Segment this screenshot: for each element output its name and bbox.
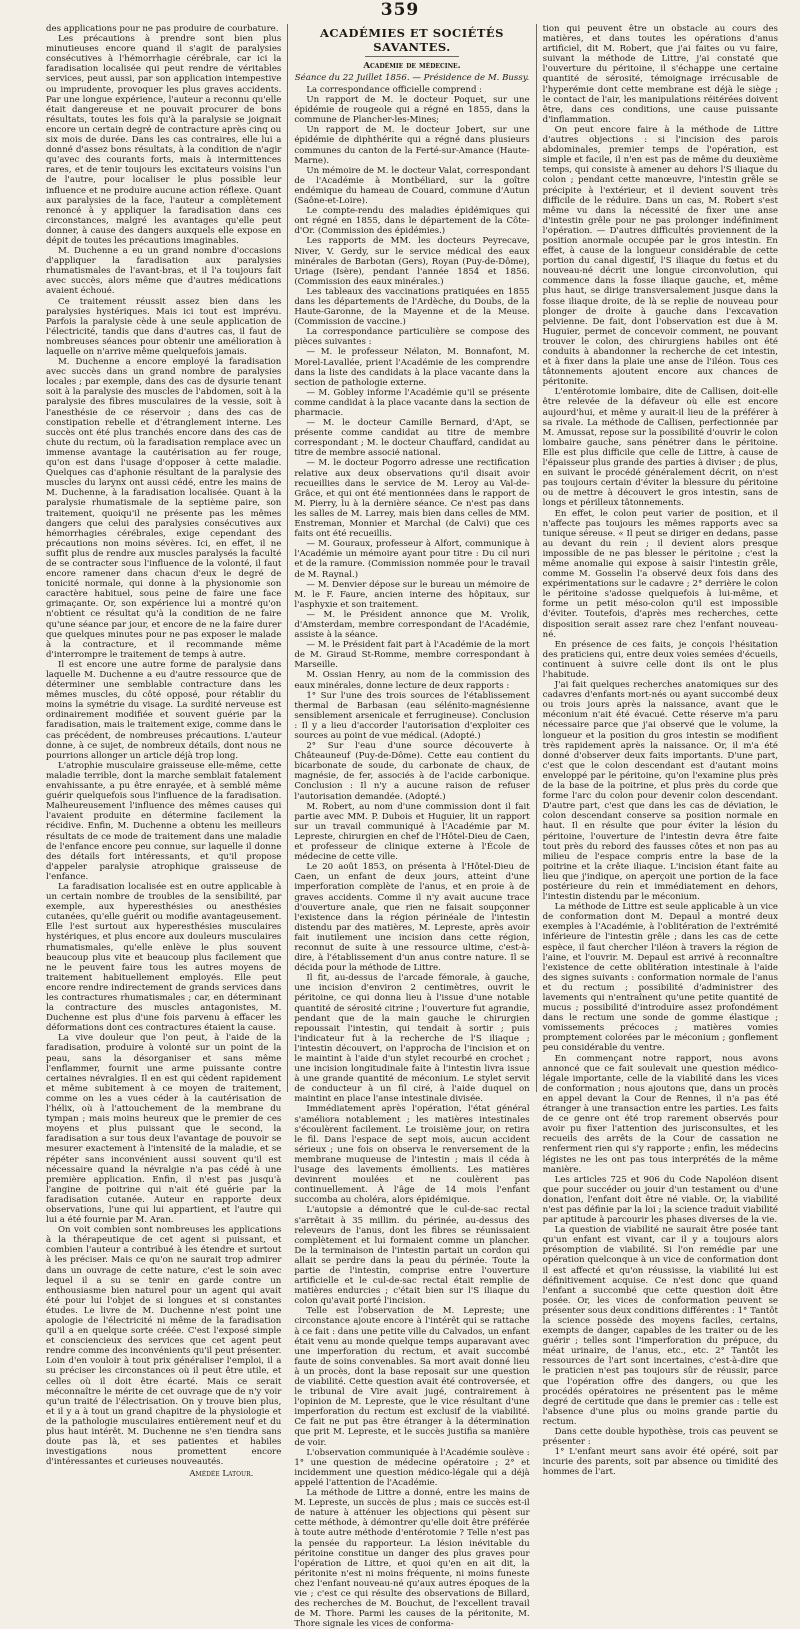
paragraph: Un rapport de M. le docteur Jobert, sur une épidémie de diphthérite qui a régné dans plusieurs communes du canton de la Ferté-sur-Amance (Haute-Marne). [294,125,530,166]
column-middle [287,24,535,1629]
paragraph: M. Ossian Henry, au nom de la commission des eaux minérales, donne lecture de deux rapports : [294,670,530,691]
text-columns [40,24,784,1629]
paragraph: La correspondance particulière se compose des pièces suivantes : [294,327,530,348]
paragraph: M. Duchenne a eu un grand nombre d'occasions d'appliquer la faradisation aux paralysies rhumatismales de l'avant-bras, et il l'a toujours fait avec succès, alors même que d'autres médications avaient échoué. [46,246,282,297]
paragraph: La correspondance officielle comprend : [306,85,483,95]
paragraph: Les articles 725 et 906 du Code Napoléon disent que pour succéder ou jouir d'un testament ou d'une donation, l'enfant doit être né viable. Or, la viabilité n'est pas définie par la loi ; la science traduit viabilité par aptitude à parcourir les phases diverses de la vie. [542,1174,778,1226]
section-title: ACADÉMIES ET SOCIÉTÉS SAVANTES. [319,26,504,54]
paragraph: La vive douleur que l'on peut, à l'aide de la faradisation, produire à volonté sur un point de la peau, sans la désorganiser et sans même l'enflammer, fournit une arme puissante contre certaines névralgies. Il en est qui cèdent rapidement et même subitement à ce moyen de traitement, comme on les a vues céder à la cautérisation de l'hélix, où à l'attouchement de la membrane du tympan ; mais moins heureux que le premier de ces moyens et plus puissant que le second, la faradisation a sur tous deux l'avantage de pouvoir se mesurer exactement à l'intensité de la maladie, et se répéter sans inconvénient aussi souvent qu'il est nécessaire quand la névralgie n'a pas cédé à une première application. Enfin, il n'est pas jusqu'à l'angine de poitrine qui n'ait été guérie par la faradisation cutanée. Auteur en rapporte deux observations, l'une qui lui appartient, et l'autre qui lui a été fournie par M. Aran. [46,1033,282,1226]
page-number: 359 [380,0,420,20]
paragraph: L'atrophie musculaire graisseuse elle-même, cette maladie terrible, dont la marche semblait fatalement envahissante, a pu être enrayée, et à semblé même guérir quelquefois sous l'influence de la faradisation. Malheureusement l'influence des mêmes causes qui l'avaient produite en détermine facilement la récidive. Enfin, M. Duchenne a obtenu les meilleurs résultats de ce mode de traitement dans une maladie de l'enfance encore peu connue, sur laquelle il donne des détails fort intéressants, et qu'il propose d'appeler paralysie atrophique graisseuse de l'enfance. [46,760,282,882]
paragraph: Dans cette double hypothèse, trois cas peuvent se présenter : [542,1427,778,1448]
paragraph: des applications pour ne pas produire de courbature. [46,24,279,34]
paragraph: Il fit, au-dessus de l'arcade fémorale, à gauche, une incision d'environ 2 centimètres, ouvrit le péritoine, ce qui donna lieu à l'issue d'une notable quantité de sérosité citrine ; l'ouverture fut agrandie, pendant que de la main gauche le chirurgien repoussait l'intestin, qui tendait à sortir ; puis l'indicateur fut à la recherche de l'S iliaque ; l'intestin découvert, on l'approcha de l'incision et on le maintint à l'aide d'un stylet recourbé en crochet ; une incision longitudinale faite à l'intestin livra issue à une grande quantité de méconium. Le stylet servit de conducteur à un fil ciré, à l'aide duquel on maintint en place l'anse intestinale divisée. [294,973,530,1105]
paragraph: On peut encore faire à la méthode de Littre d'autres objections : si l'incision des parois abdominales, premier temps de l'opération, est simple et facile, il n'en est pas de même du deuxième temps, qui consiste à amener au dehors l'S iliaque du colon ; pendant cette manœuvre, l'intestin grêle se précipite à l'extérieur, et il devient souvent très difficile de le réduire. Dans un cas, M. Robert s'est même vu dans la nécessité de fixer une anse d'intestin grêle pour ne pas prolonger indéfiniment l'opération. — D'autres difficultés proviennent de la position anormale occupée par le gros intestin. En effet, à cause de la longueur considérable de cette portion du canal digestif, l'S iliaque du fœtus et du nouveau-né décrit une longue circonvolution, qui commence dans la fosse iliaque gauche, et, même plus haut, se dirige transversalement jusque dans la fosse iliaque droite, de là se replie de nouveau pour plonger de droite à gauche dans l'excavation pelvienne. De fait, dont l'observation est due à M. Huguier, permet de concevoir comment, ne pouvant trouver le colon, des chirurgiens habiles ont été conduits à abandonner la recherche de cet intestin, et à fixer dans la plaie une anse de l'iléon. Tous ces tâtonnements ajoutent encore aux chances de péritonite. [542,124,778,388]
paragraph: En commençant notre rapport, nous avons annoncé que ce fait soulevait une question médico-légale importante, celle de la viabilité dans les vices de conformation ; nous ajoutons que, dans un procès en appel devant la Cour de Rennes, il n'a pas été étranger à une transaction entre les parties. Les faits de ce genre ont été trop rarement observés pour avoir pu fixer l'attention des jurisconsultes, et les recueils des arrêts de la Cour de cassation ne renferment rien qui s'y rapporte ; enfin, les médecins légistes ne les ont pas tous interprétés de la même manière. [542,1053,778,1175]
paragraph: M. Duchenne a encore employé la faradisation avec succès dans un grand nombre de paralysies locales ; par exemple, dans des cas de dysurie tenant soit à la paralysie des muscles de l'abdomen, soit à la paralysie des fibres musculaires de la vessie, soit à l'anesthésie de ce réservoir ; dans des cas de constipation rebelle et d'étranglement interne. Les succès ont été plus tranchés encore dans des cas de chute du rectum, où la faradisation remplace avec un immense avantage la cautérisation au fer rouge, qu'on est dans l'usage d'opposer à cette maladie. Quelques cas d'aphonie résultant de la paralysie des muscles du larynx ont aussi cédé, entre les mains de M. Duchenne, à la faradisation localisée. Quant à la paralysie rhumatismale de la septième paire, son traitement, quoiqu'il ne présente pas les mêmes dangers que celui des paralysies consécutives aux hémorrhagies cérébrales, exige cependant des précautions non moins sévères. Ici, en effet, il ne suffit plus de rendre aux muscles paralysés la faculté de se contracter sous l'influence de la volonté, il faut encore ramener dans chacun d'eux le degré de tonicité normale, qui donne à la physionomie son caractère habituel, sous peine de faire une face grimaçante. Or, son expérience lui a montré qu'on n'obtient ce résultat qu'à la condition de ne faire qu'une séance par jour, et encore de ne la faire durer que quelques minutes pour ne pas exposer le malade à la contracture, et il recommande même d'interrompre le traitement de temps à autre. [46,357,282,660]
paragraph: tion qui peuvent être un obstacle au cours des matières, et dans toutes les opérations d'anus artificiel, dit M. Robert, que j'ai faites ou vu faire, suivant la méthode de Littre, j'ai constaté que l'ouverture du péritoine, il s'échappe une certaine quantité de sérosité, témoignage irrécusable de l'hyperémie dont cette membrane est déjà le siège ; le contact de l'air, les manipulations réitérées doivent être, dans ces conditions, une cause puissante d'inflammation. [542,24,778,125]
paragraph: — M. Denvier dépose sur le bureau un mémoire de M. le F. Faure, ancien interne des hôpitaux, sur l'asphyxie et son traitement. [294,579,530,610]
paragraph: Il est encore une autre forme de paralysie dans laquelle M. Duchenne a eu d'autre ressource que de déterminer une semblable contracture dans les mêmes muscles, du côté opposé, pour rétablir du moins la symétrie du visage. La surdité nerveuse est ordinairement modifiée et souvent guérie par la faradisation, mais le traitement exige, comme dans le cas précédent, de nombreuses précautions. L'auteur donne, à ce sujet, de nombreux détails, dont nous ne pourrions allonger un article déjà trop long. [46,659,282,761]
paragraph: Un mémoire de M. le docteur Valat, correspondant de l'Académie à Montbéliard, sur la goître endémique du hameau de Couard, commune d'Autun (Saône-et-Loire). [294,165,530,207]
paragraph: 1° L'enfant meurt sans avoir été opéré, soit par incurie des parents, soit par absence ou timidité des hommes de l'art. [542,1447,778,1478]
paragraph: La méthode de Littre est seule applicable à un vice de conformation dont M. Depaul a montré deux exemples à l'Académie, à l'oblitération de l'extrémité inférieure de l'intestin grêle ; dans les cas de cette espèce, il faut chercher l'iléon à travers la région de l'aine, et l'ouvrir. M. Depaul est arrivé à reconnaître l'existence de cette oblitération intestinale à l'aide des signes suivants : conformation normale de l'anus et du rectum ; possibilité d'administrer des lavements qui n'entraînent qu'une petite quantité de mucus ; possibilité d'introduire assez profondément dans le rectum une sonde de gomme élastique ; vomissements précoces ; matières vomies promptement colorées par le méconium ; gonflement peu considérable du ventre. [542,902,778,1054]
paragraph: La méthode de Littre a donné, entre les mains de M. Lepreste, un succès de plus ; mais ce succès est-il de nature à atténuer les objections qui pèsent sur cette méthode, à démontrer qu'elle doit être préférée à toute autre méthode d'entérotomie ? Telle n'est pas la pensée du rapporteur. La lésion inévitable du péritoine constitue un danger des plus graves pour l'opération de Littre, et quoi qu'en en ait dit, la péritonite n'est ni moins fréquente, ni moins funeste chez l'enfant nouveau-né qu'aux autres époques de la vie ; c'est ce qui résulte des observations de Billard, des recherches de M. Bouchut, de l'excellent travail de M. Thore. Parmi les causes de la péritonite, M. Thore signale les vices de conforma- [294,1488,530,1629]
paragraph: — M. Gouraux, professeur à Alfort, communique à l'Académie un mémoire ayant pour titre : Du cil nuri et de la ramure. (Commission nommée pour le travail de M. Raynal.) [294,539,530,580]
paragraph: Les précautions à prendre sont bien plus minutieuses encore quand il s'agit de paralysies consécutives à l'hémorrhagie cérébrale, car ici la faradisation localisée qui peut rendre de véritables services, peut aussi, par son application intempestive ou imprudente, provoquer les plus graves accidents. Par une longue expérience, l'auteur a reconnu qu'elle était dangereuse et ne pouvait procurer de bons résultats, toutes les fois qu'à la paralysie se joignait encore un certain degré de contracture après cinq ou six mois de durée. Dans les cas contraires, elle lui a donné d'assez bons résultats, à la condition de n'agir qu'avec des courants forts, mais à intermittences rares, et de tenir toujours les excitateurs voisins l'un de l'autre, pour localiser le plus possible leur influence et ne produire aucune action réflexe. Quant aux paralysies de la face, l'auteur a complètement renoncé à y appliquer la faradisation dans ces circonstances, malgré les avantages qu'elle peut donner, à cause des dangers auxquels elle expose en dépit de toutes les précautions imaginables. [46,34,282,246]
paragraph: La question de viabilité ne saurait être posée tant qu'un enfant est vivant, car il y a toujours alors présomption de viabilité. Si l'on remédie par une opération quelconque à un vice de conformation dont il est affecté et qu'on réussisse, la viabilité lui est définitivement acquise. Ce n'est donc que quand l'enfant a succombé que cette question doit être posée. Or, les vices de conformation peuvent se présenter sous deux conditions différentes : 1° Tantôt la science possède des moyens faciles, certains, exempts de danger, capables de les traiter ou de les guérir ; telles sont l'imperforation du prépuce, du méat urinaire, de l'anus, etc., etc. 2° Tantôt les ressources de l'art sont incertaines, c'est-à-dire que le praticien n'est pas toujours sûr de réussir, parce que l'opération offre des dangers, ou que les procédés opératoires ne présentent pas le même degré de certitude que dans le premier cas : telle est l'absence d'une plus ou moins grande partie du rectum. [542,1225,778,1427]
paragraph: En présence de ces faits, je conçois l'hésitation des praticiens qui, entre deux voies semées d'écueils, continuent à suivre celle dont ils ont le plus l'habitude. [542,639,778,680]
paragraph: — M. le docteur Camille Bernard, d'Apt, se présente comme candidat au titre de membre correspondant ; M. le docteur Chauffard, candidat au titre de membre associé national. [294,418,530,459]
paragraph: J'ai fait quelques recherches anatomiques sur des cadavres d'enfants mort-nés ou ayant succombé deux ou trois jours après la naissance, avant que le méconium n'ait été évacué. Cette réserve m'a paru nécessaire parce que j'ai observé que le volume, la longueur et la position du gros intestin se modifient très rapidement après la naissance. Or, il m'a été donné d'observer deux faits importants. D'une part, c'est que le colon descendant est d'autant moins enveloppé par le péritoine, qu'on l'examine plus près de la base de la poitrine, et plus près du corde que forme l'arc du colon pour devenir colon descendant. D'autre part, c'est que dans les cas de déviation, le colon descendant conserve sa position normale en haut. Il en résulte que pour éviter la lésion du péritoine, l'ouverture de l'intestin devra être faite tout près du rebord des fausses côtes et non pas au milieu de l'espace compris entre la base de la poitrine et la crête iliaque. L'incision étant faite au lieu que j'indique, on aperçoit une portion de la face postérieure du rein et immédiatement en dehors, l'intestin distendu par le méconium. [542,680,778,903]
paragraph: — M. Gobley informe l'Académie qu'il se présente comme candidat à la place vacante dans la section de pharmacie. [294,387,530,418]
column-left [40,24,287,1480]
paragraph: L'observation communiquée à l'Académie soulève : 1° une question de médecine opératoire ; 2° et incidemment une question médico-légale qui a déjà appelé l'attention de l'Académie. [294,1447,530,1488]
paragraph: L'entérotomie lombaire, dite de Callisen, doit-elle être relevée de la défaveur où elle est encore aujourd'hui, et même y aurait-il lieu de la préférer à sa rivale. La méthode de Callisen, perfectionnée par M. Amussat, repose sur la possibilité d'ouvrir le colon lombaire gauche, sans pénétrer dans le péritoine. Elle est plus difficile que celle de Littre, à cause de l'épaisseur plus grande des parties à diviser ; de plus, en suivant le procédé généralement décrit, on n'est pas toujours certain d'éviter la blessure du péritoine ou de mettre à découvert le gros intestin, sans de longs et périlleux tâtonnements. [542,387,778,509]
session-line: Séance du 22 Juillet 1856. — Présidence de M. Bussy. [294,73,530,83]
academy-heading: Académie de médecine. [363,61,461,71]
paragraph: — M. le Président fait part à l'Académie de la mort de M. Giraud St-Romme, membre correspondant à Marseille. [294,640,530,671]
paragraph: Telle est l'observation de M. Lepreste; une circonstance ajoute encore à l'intérêt qui se rattache à ce fait : dans une petite ville du Calvados, un enfant était venu au monde quelque temps auparavant avec une imperforation du rectum, et avait succombé faute de soins convenables. Sa mort avait donné lieu à un procès, dont la base reposait sur une question de viabilité. Cette question avait été controversée, et le tribunal de Vire avait jugé, contrairement à l'opinion de M. Lepreste, que le vice résultant d'une imperforation du rectum est exclusif de la viabilité. Ce fait ne put pas être étranger à la détermination que prit M. Lepreste, et le succès justifia sa manière de voir. [294,1306,530,1448]
paragraph: — M. le docteur Pogorro adresse une rectification relative aux deux observations qu'il disait avoir recueillies dans le service de M. Leroy au Val-de-Grâce, et qui ont été mentionnées dans le rapport de M. Pierry, lu à la dernière séance. Ce n'est pas dans les salles de M. Larrey, mais bien dans celles de MM. Enstreman, Monnier et Marchal (de Calvi) que ces faits ont été recueillis. [294,458,530,540]
column-middle-body [294,85,529,1629]
paragraph: Le 20 août 1853, on présenta à l'Hôtel-Dieu de Caen, un enfant de deux jours, atteint d'une imperforation complète de l'anus, et en proie à de graves accidents. Comme il n'y avait aucune trace d'ouverture anale, que rien ne faisait soupçonner l'existence dans la région périnéale de l'intestin distendu par des matières, M. Lepreste, après avoir fait inutilement une incision dans cette région, reconnut de suite à une ressource ultime, c'est-à-dire, à l'établissement d'un anus contre nature. Il se décida pour la méthode de Littre. [294,862,530,974]
paragraph: Les tableaux des vaccinations pratiquées en 1855 dans les départements de l'Ardèche, du Doubs, de la Haute-Garonne, de la Mayenne et de la Meuse. (Commission de vaccine.) [294,286,530,328]
paragraph: Le compte-rendu des maladies épidémiques qui ont régné en 1855, dans le département de la Côte-d'Or. (Commission des épidémies.) [294,206,530,237]
title-rule [365,56,459,57]
paragraph: Ce traitement réussit assez bien dans les paralysies hystériques. Mais ici tout est imprévu. Parfois la paralysie cède à une seule application de l'électricité, tandis que dans d'autres cas, il faut de nombreuses séances pour obtenir une amélioration à laquelle on n'arrive même quelquefois jamais. [46,296,282,357]
paragraph: M. Robert, au nom d'une commission dont il fait partie avec MM. P. Dubois et Huguier, lit un rapport sur un travail communiqué à l'Académie par M. Lepreste, chirurgien en chef de l'Hôtel-Dieu de Caen, et professeur de clinique externe à l'École de médecine de cette ville. [294,801,530,863]
column-right [536,24,784,1478]
author-signature: Amédée Latour. [189,1469,254,1480]
paragraph: En effet, le colon peut varier de position, et il n'affecte pas toujours les mêmes rapports avec sa tunique séreuse. « Il peut se diriger en dedans, passe au devant du rein ; il devient alors presque impossible de ne pas blesser le péritoine ; c'est la même anomalie qui expose à saisir l'intestin grêle, comme M. Gosselin l'a observé deux fois dans des expérimentations sur le cadavre ; 2° derrière le colon le péritoine s'adosse quelquefois à lui-même, et forme un petit méso-colon qu'il est impossible d'éviter. Toutefois, d'après mes recherches, cette disposition serait assez rare chez l'enfant nouveau-né. [542,508,778,640]
paragraph: 2° Sur l'eau d'une source découverte à Châteauneuf (Puy-de-Dôme). Cette eau contient du bicarbonate de soude, du carbonate de chaux, de magnésie, de fer, associés à de l'acide carbonique. Conclusion : Il n'y a aucune raison de refuser l'autorisation demandée. (Adopté.) [294,741,530,802]
paragraph: La faradisation localisée est en outre applicable à un certain nombre de troubles de la sensibilité, par exemple, aux hyperesthésies ou anesthésies cutanées, qu'elle guérit ou modifie avantageusement. Elle l'est surtout aux hyperesthésies musculaires hystériques, et plus encore aux douleurs musculaires rhumatismales, qu'elle enlève le plus souvent beaucoup plus vite et beaucoup plus facilement que ne le peuvent faire tous les autres moyens de traitement habituellement employés. Elle peut encore rendre indirectement de grands services dans les contractures rhumatismales ; car, en déterminant la contracture des muscles antagonistes, M. Duchenne est plus d'une fois parvenu à effacer les déformations dont ces contractures étaient la cause. [46,881,282,1034]
paragraph: L'autopsie a démontré que le cul-de-sac rectal s'arrêtait à 35 millim. du périnée, au-dessus des releveurs de l'anus, dont les fibres se réunissaient complètement et lui formaient comme un plancher. De la terminaison de l'intestin partait un cordon qui allait se perdre dans la peau du périnée. Toute la partie de l'intestin, comprise entre l'ouverture artificielle et le cul-de-sac rectal était remplie de matières endurcies ; c'était bien sur l'S iliaque du colon qu'avait porté l'incision. [294,1205,530,1307]
paragraph: Un rapport de M. le docteur Poquet, sur une épidémie de rougeole qui a régné en 1855, dans la commune de Plancher-les-Mines; [294,95,530,126]
paragraph: On voit combien sont nombreuses les applications à la thérapeutique de cet agent si puissant, et combien l'auteur a contribué à les étendre et surtout à les préciser. Mais ce qu'on ne saurait trop admirer dans un ouvrage de cette nature, c'est le soin avec lequel il a su se tenir en garde contre un enthousiasme bien naturel pour un agent qui avait été pour lui l'objet de si longues et si constantes études. Le livre de M. Duchenne n'est point une apologie de l'électricité ni même de la faradisation qu'il a en quelque sorte créée. C'est l'exposé simple et consciencieux des services que cet agent peut rendre comme des inconvénients qu'il peut présenter. Loin d'en vouloir à tout prix généraliser l'emploi, il a su préciser les circonstances où il peut être utile, et celles où il doit être écarté. Mais ce serait méconnaître le mérite de cet ouvrage que de n'y voir qu'un traité de l'électrisation. On y trouve bien plus, et il y a à tout un grand chapitre de la physiologie et de la pathologie musculaires entièrement neuf et du plus haut intérêt. M. Duchenne ne s'en tiendra sans doute pas là, et ses patientes et habiles investigations nous promettent encore d'intéressantes et curieuses nouveautés. [46,1225,282,1468]
paragraph: Immédiatement après l'opération, l'état général s'améliora notablement ; les matières intestinales s'écoulèrent facilement. Le troisième jour, on retira le fil. Dans l'espace de sept mois, aucun accident sérieux ; une fois on observa le renversement de la membrane muqueuse de l'intestin ; mais il céda à l'usage des lavements émollients. Les matières devinrent moulées et ne coulèrent pas continuellement. À l'âge de 14 mois l'enfant succomba au choléra, alors épidémique. [294,1104,530,1206]
paragraph: 1° Sur l'une des trois sources de l'établissement thermal de Barbasan (eau sélénito-magnésienne sensiblement arsenicale et ferrugineuse). Conclusion : Il y a lieu d'accorder l'autorisation d'exploiter ces sources au point de vue médical. (Adopté.) [294,690,530,741]
paragraph: Les rapports de MM. les docteurs Peyrecave, Niver, V. Gerdy, sur le service médical des eaux minérales de Barbotan (Gers), Royan (Puy-de-Dôme), Uriage (Isère), pendant l'année 1854 et 1856. (Commission des eaux minérales.) [294,236,530,287]
paragraph: — M. le professeur Nélaton, M. Bonnafont, M. Morel-Lavallée, prient l'Académie de les comprendre dans la liste des candidats à la place vacante dans la section de pathologie externe. [294,347,530,388]
paragraph: — M. le Président annonce que M. Vrolik, d'Amsterdam, membre correspondant de l'Académie, assiste à la séance. [294,609,530,641]
